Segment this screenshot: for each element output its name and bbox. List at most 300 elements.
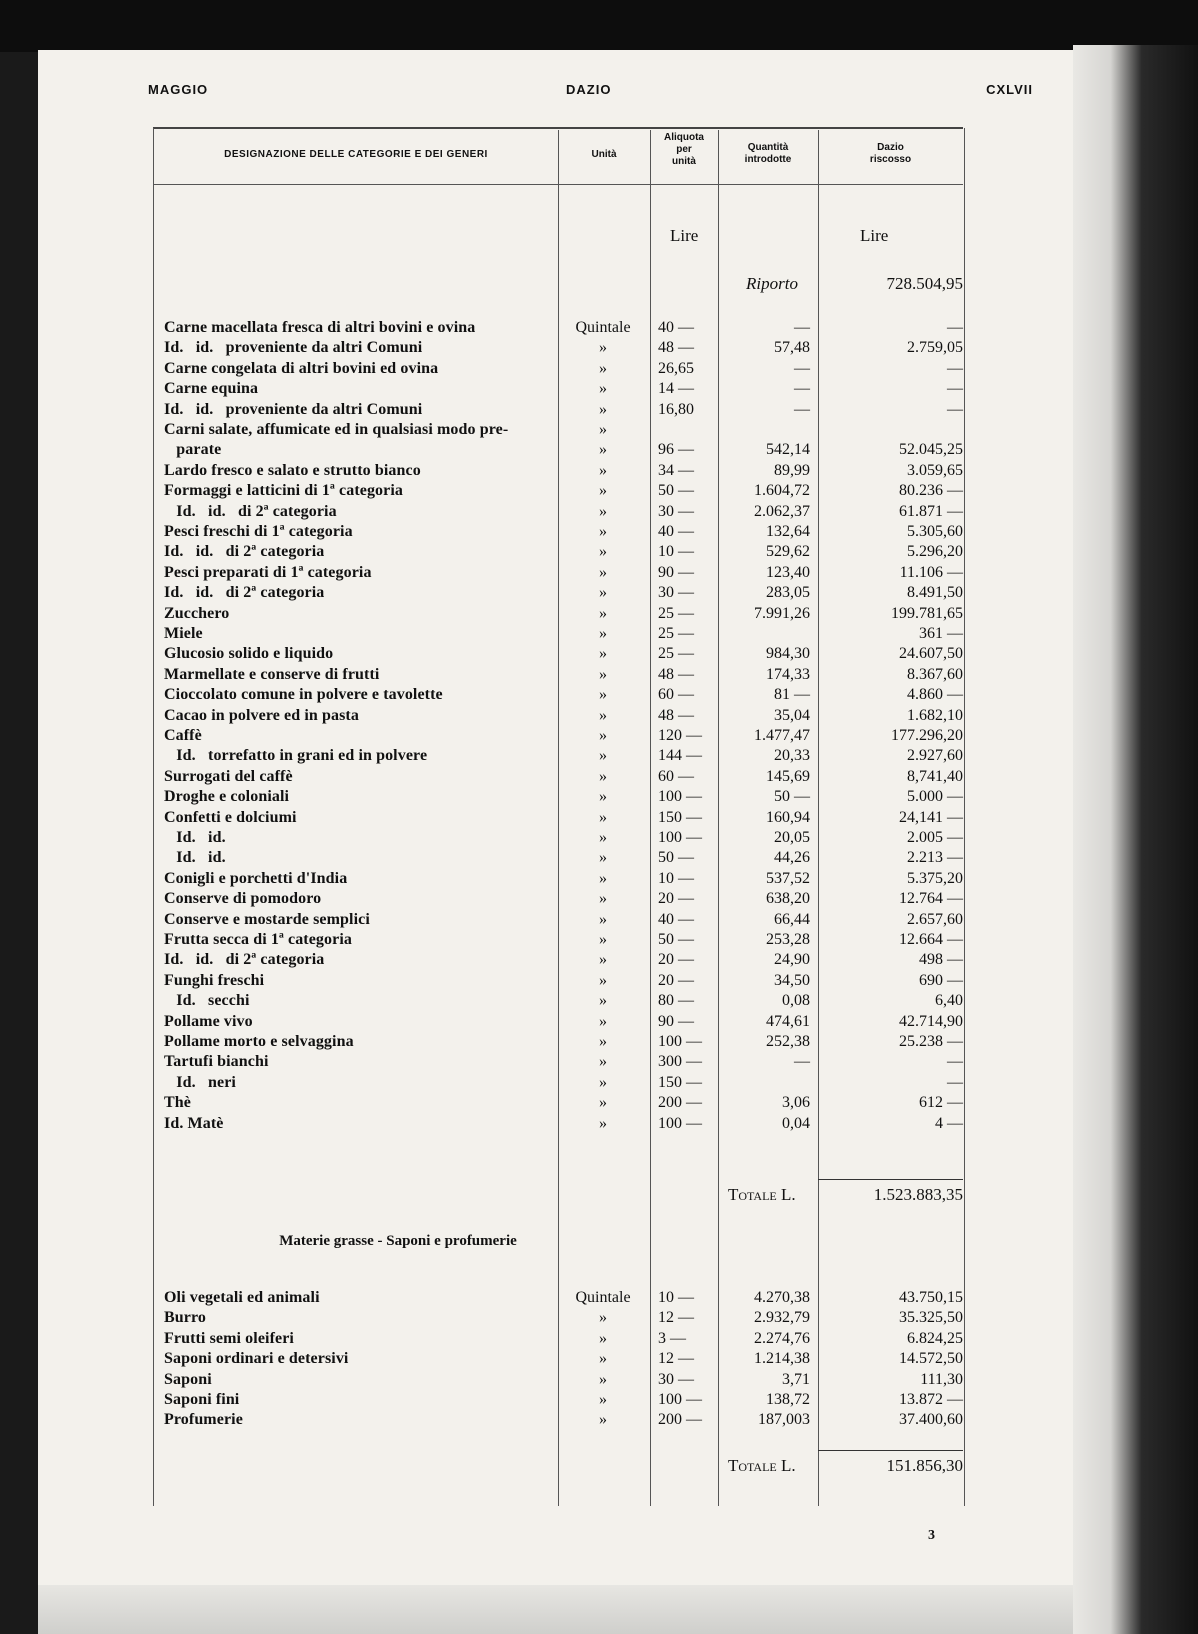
table-row [38, 502, 1073, 522]
row-name: Funghi freschi [164, 971, 265, 989]
row-unit: » [599, 1329, 607, 1347]
row-aliquota: 30 — [658, 584, 694, 602]
total-value: 1.523.883,35 [873, 1185, 963, 1204]
row-name: Carne equina [164, 380, 259, 398]
column-header-dazio [818, 142, 963, 166]
table-row [38, 1329, 1073, 1349]
table-row [38, 359, 1073, 379]
row-unit: » [599, 788, 607, 806]
row-dazio: 37.400,60 [899, 1411, 963, 1429]
row-aliquota: 60 — [658, 767, 694, 785]
row-dazio: — [947, 1053, 963, 1071]
quantity-line: introdotte [744, 154, 792, 165]
table-row [38, 338, 1073, 358]
row-name: Frutta secca di 1ª categoria [164, 931, 352, 948]
row-dazio: 5.296,20 [907, 543, 963, 561]
document-page [38, 50, 1073, 1585]
column-header-aliquota [650, 132, 718, 168]
row-unit: » [599, 421, 607, 438]
row-dazio: 111,30 [920, 1370, 963, 1388]
row-aliquota: 90 — [658, 1012, 694, 1030]
column-header-quantity [718, 142, 818, 166]
table-row [38, 991, 1073, 1011]
table-row [38, 440, 1073, 460]
row-name: Id. id. di 2ª categoria [164, 584, 325, 602]
scan-border-top [0, 0, 1198, 52]
row-dazio: 24,141 — [899, 808, 963, 826]
row-dazio: — [947, 400, 963, 418]
table-row [38, 604, 1073, 624]
row-aliquota: 10 — [658, 1289, 694, 1306]
total-label: Totale L. [728, 1185, 796, 1204]
table-row [38, 400, 1073, 420]
row-name: Profumerie [164, 1411, 243, 1429]
row-aliquota: 48 — [658, 706, 694, 724]
row-dazio: 13.872 — [899, 1391, 963, 1408]
row-name: Burro [164, 1309, 206, 1327]
row-unit: » [599, 1370, 607, 1388]
row-quantity: 1.214,38 [754, 1350, 810, 1368]
row-name: Droghe e coloniali [164, 788, 290, 806]
aliquota-line: unità [672, 156, 696, 167]
table-row [38, 767, 1073, 787]
table-row [38, 1390, 1073, 1410]
row-aliquota: 48 — [658, 339, 694, 357]
row-aliquota: 25 — [658, 645, 694, 663]
row-dazio: 612 — [919, 1094, 963, 1112]
section-total-value: 151.856,30 [886, 1456, 963, 1475]
row-dazio: 6,40 [935, 992, 963, 1010]
row-aliquota: 20 — [658, 971, 694, 989]
row-aliquota: 150 — [658, 1073, 702, 1091]
page-mark: 3 [928, 1528, 935, 1543]
row-name: Carni salate, affumicate ed in qualsiasi modo pre- [164, 421, 509, 438]
row-dazio: 8,741,40 [907, 767, 963, 785]
row-quantity: 132,64 [766, 523, 810, 540]
row-name: Id. id. [164, 849, 226, 867]
row-quantity: 3,71 [782, 1370, 810, 1388]
row-name: Miele [164, 625, 203, 642]
row-unit: » [599, 1411, 607, 1429]
row-quantity: 187,003 [758, 1411, 810, 1429]
row-unit: » [599, 890, 607, 908]
row-unit: » [599, 1012, 607, 1030]
table-row [38, 563, 1073, 583]
row-name: Id. id. [164, 829, 226, 846]
column-header-unit: Unità [591, 149, 617, 160]
row-dazio: 690 — [919, 971, 963, 989]
row-aliquota: 200 — [658, 1094, 702, 1112]
row-quantity: 474,61 [766, 1012, 810, 1030]
row-dazio: — [947, 380, 963, 398]
row-name: Id. torrefatto in grani ed in polvere [164, 747, 428, 765]
row-name: Id. secchi [164, 992, 250, 1010]
row-dazio: 4 — [935, 1114, 963, 1132]
table-row [38, 685, 1073, 705]
row-aliquota: 144 — [658, 747, 702, 765]
row-aliquota: 12 — [658, 1350, 694, 1368]
row-aliquota: 10 — [658, 869, 694, 887]
row-unit: » [599, 992, 607, 1010]
row-quantity: — [794, 1053, 810, 1071]
header-month: MAGGIO [148, 82, 209, 97]
riporto-label: Riporto [746, 274, 798, 293]
table-row [38, 1093, 1073, 1113]
row-quantity: — [794, 359, 810, 377]
row-unit: » [599, 584, 607, 602]
row-quantity: 984,30 [766, 645, 810, 663]
row-aliquota: 50 — [658, 482, 694, 500]
row-dazio: 12.764 — [899, 890, 963, 908]
row-name: Saponi [164, 1370, 212, 1388]
row-quantity: 174,33 [766, 665, 810, 683]
row-name: Cioccolato comune in polvere e tavolette [164, 686, 443, 704]
riporto-value: 728.504,95 [886, 274, 963, 293]
table-row [38, 1410, 1073, 1430]
row-aliquota: 120 — [658, 727, 702, 744]
row-unit: » [599, 665, 607, 683]
table-row [38, 644, 1073, 664]
section-total-label: Totale L. [728, 1456, 796, 1475]
row-aliquota: 40 — [658, 319, 694, 336]
row-name: Lardo fresco e salato e strutto bianco [164, 461, 421, 479]
row-dazio: 25.238 — [899, 1033, 963, 1050]
table-row [38, 542, 1073, 562]
row-quantity: 0,04 [782, 1114, 810, 1132]
aliquota-line: Aliquota [664, 132, 704, 143]
row-name: Id. id. proveniente da altri Comuni [164, 400, 423, 418]
table-row [38, 522, 1073, 542]
row-dazio: 3.059,65 [907, 461, 963, 479]
row-quantity: 1.604,72 [754, 482, 810, 500]
table-row [38, 481, 1073, 501]
total-rule [818, 1179, 963, 1180]
row-dazio: 5.375,20 [907, 869, 963, 887]
row-dazio: 1.682,10 [907, 706, 963, 724]
row-name: Pollame vivo [164, 1012, 253, 1030]
row-aliquota: 25 — [658, 604, 694, 622]
row-aliquota: 50 — [658, 849, 694, 867]
row-quantity: 35,04 [774, 706, 810, 724]
row-aliquota: 12 — [658, 1309, 694, 1327]
header-page-number: CXLVII [986, 82, 1033, 97]
row-aliquota: 60 — [658, 686, 694, 704]
row-name: Pesci freschi di 1ª categoria [164, 523, 353, 540]
row-name: Frutti semi oleiferi [164, 1329, 294, 1347]
row-unit: Quintale [575, 319, 631, 336]
row-aliquota: 40 — [658, 910, 694, 928]
row-aliquota: 26,65 [658, 359, 694, 377]
row-quantity: 253,28 [766, 931, 810, 948]
table-row [38, 420, 1073, 440]
row-dazio: 5.000 — [907, 788, 963, 806]
row-dazio: — [947, 359, 963, 377]
currency-label-dazio: Lire [860, 226, 889, 245]
table-row [38, 950, 1073, 970]
row-quantity: 529,62 [766, 543, 810, 561]
row-name: Id. id. di 2ª categoria [164, 951, 325, 969]
row-quantity: 57,48 [774, 339, 810, 357]
table-row [38, 665, 1073, 685]
row-quantity: 138,72 [766, 1391, 810, 1408]
row-aliquota: 90 — [658, 563, 694, 581]
row-quantity: 2.932,79 [754, 1309, 810, 1327]
quantity-line: Quantità [747, 142, 789, 153]
table-row [38, 1114, 1073, 1134]
row-unit: » [599, 686, 607, 704]
table-row [38, 1073, 1073, 1093]
currency-label-aliquota: Lire [670, 226, 699, 245]
row-dazio: 35.325,50 [899, 1309, 963, 1327]
row-unit: » [599, 1350, 607, 1368]
row-unit: » [599, 706, 607, 724]
row-aliquota: 25 — [658, 625, 694, 642]
row-quantity: 3,06 [782, 1094, 810, 1112]
row-unit: » [599, 869, 607, 887]
row-unit: Quintale [575, 1289, 631, 1306]
table-row [38, 848, 1073, 868]
row-unit: » [599, 1114, 607, 1132]
row-aliquota: 100 — [658, 1391, 702, 1408]
row-aliquota: 30 — [658, 1370, 694, 1388]
table-row [38, 1349, 1073, 1369]
table-row [38, 971, 1073, 991]
column-header-name: DESIGNAZIONE DELLE CATEGORIE E DEI GENERI [224, 149, 488, 160]
row-quantity: 145,69 [766, 767, 810, 785]
row-dazio: 8.491,50 [907, 584, 963, 602]
row-unit: » [599, 645, 607, 663]
table-row [38, 1288, 1073, 1308]
row-unit: » [599, 1073, 607, 1091]
row-name: Glucosio solido e liquido [164, 645, 334, 663]
row-unit: » [599, 1391, 607, 1408]
row-aliquota: 200 — [658, 1411, 702, 1429]
row-quantity: 160,94 [766, 808, 810, 826]
row-name: Thè [164, 1094, 191, 1112]
table-row [38, 828, 1073, 848]
scan-border-right [1073, 45, 1198, 1634]
table-row [38, 808, 1073, 828]
table-row [38, 787, 1073, 807]
row-aliquota: 150 — [658, 808, 702, 826]
row-aliquota: 100 — [658, 829, 702, 846]
row-unit: » [599, 625, 607, 642]
row-aliquota: 80 — [658, 992, 694, 1010]
row-name: Surrogati del caffè [164, 767, 293, 785]
row-name: Id. id. di 2ª categoria [164, 502, 337, 520]
row-dazio: 2.005 — [907, 829, 963, 846]
table-row [38, 1052, 1073, 1072]
table-row [38, 889, 1073, 909]
table-row [38, 706, 1073, 726]
row-unit: » [599, 380, 607, 398]
aliquota-line: per [676, 144, 692, 155]
row-name: Id. neri [164, 1073, 236, 1091]
row-name: Marmellate e conserve di frutti [164, 665, 380, 683]
row-name: Carne congelata di altri bovini ed ovina [164, 359, 439, 377]
row-unit: » [599, 461, 607, 479]
row-name: Id. id. proveniente da altri Comuni [164, 339, 423, 357]
row-unit: » [599, 1053, 607, 1071]
table-row [38, 1308, 1073, 1328]
row-unit: » [599, 849, 607, 867]
row-quantity: 34,50 [774, 971, 810, 989]
row-dazio: — [947, 319, 963, 336]
row-name: Oli vegetali ed animali [164, 1289, 320, 1306]
row-name: Conserve di pomodoro [164, 890, 322, 908]
table-row [38, 1370, 1073, 1390]
row-quantity: 542,14 [766, 441, 810, 459]
row-dazio: 24.607,50 [899, 645, 963, 663]
row-name: Pesci preparati di 1ª categoria [164, 563, 372, 581]
row-unit: » [599, 1033, 607, 1050]
row-name: Conigli e porchetti d'India [164, 869, 348, 887]
row-name: Saponi fini [164, 1391, 240, 1408]
row-unit: » [599, 971, 607, 989]
table-row [38, 583, 1073, 603]
row-name: Tartufi bianchi [164, 1053, 269, 1071]
row-aliquota: 100 — [658, 1114, 702, 1132]
row-name: parate [164, 441, 222, 459]
row-quantity: 44,26 [774, 849, 810, 867]
row-name: Saponi ordinari e detersivi [164, 1350, 349, 1368]
row-dazio: 14.572,50 [899, 1350, 963, 1368]
row-dazio: — [947, 1073, 963, 1091]
row-unit: » [599, 727, 607, 744]
row-quantity: 50 — [774, 788, 810, 806]
row-name: Formaggi e latticini di 1ª categoria [164, 482, 404, 500]
row-dazio: 2.657,60 [907, 910, 963, 928]
row-unit: » [599, 951, 607, 969]
row-quantity: 4.270,38 [754, 1289, 810, 1306]
row-unit: » [599, 808, 607, 826]
row-dazio: 498 — [919, 951, 963, 969]
row-quantity: 252,38 [766, 1033, 810, 1050]
row-quantity: 123,40 [766, 563, 810, 581]
row-aliquota: 40 — [658, 523, 694, 540]
row-aliquota: 34 — [658, 461, 694, 479]
row-name: Id. Matè [164, 1114, 224, 1132]
row-name: Conserve e mostarde semplici [164, 910, 370, 928]
row-name: Carne macellata fresca di altri bovini e ovina [164, 319, 476, 336]
row-quantity: — [794, 319, 810, 336]
table-row [38, 318, 1073, 338]
row-dazio: 2.927,60 [907, 747, 963, 765]
row-unit: » [599, 502, 607, 520]
table-row [38, 379, 1073, 399]
row-quantity: 537,52 [766, 869, 810, 887]
row-aliquota: 30 — [658, 502, 694, 520]
row-unit: » [599, 747, 607, 765]
row-dazio: 11.106 — [899, 563, 963, 581]
dazio-line: riscosso [869, 154, 912, 165]
row-dazio: 43.750,15 [899, 1289, 963, 1306]
row-quantity: 1.477,47 [754, 727, 810, 744]
table-row [38, 1012, 1073, 1032]
table-row [38, 869, 1073, 889]
row-dazio: 42.714,90 [899, 1012, 963, 1030]
row-dazio: 2.213 — [907, 849, 963, 867]
row-dazio: 5.305,60 [907, 523, 963, 540]
total-rule [818, 1450, 963, 1451]
table-row [38, 746, 1073, 766]
row-dazio: 80.236 — [899, 482, 963, 500]
scan-border-bottom [38, 1585, 1073, 1634]
row-aliquota: 14 — [658, 380, 694, 398]
row-name: Pollame morto e selvaggina [164, 1033, 354, 1050]
row-aliquota: 100 — [658, 788, 702, 806]
row-name: Zucchero [164, 604, 230, 622]
row-quantity: 20,33 [774, 747, 810, 765]
row-dazio: 4.860 — [907, 686, 963, 704]
row-quantity: 7.991,26 [754, 604, 810, 622]
row-unit: » [599, 543, 607, 561]
row-quantity: — [794, 380, 810, 398]
row-quantity: 89,99 [774, 461, 810, 479]
row-dazio: 8.367,60 [907, 665, 963, 683]
row-name: Id. id. di 2ª categoria [164, 543, 325, 561]
row-unit: » [599, 359, 607, 377]
row-dazio: 61.871 — [899, 502, 963, 520]
row-quantity: 81 — [774, 686, 810, 704]
row-dazio: 361 — [919, 625, 963, 642]
table-row [38, 930, 1073, 950]
row-unit: » [599, 523, 607, 540]
row-aliquota: 20 — [658, 951, 694, 969]
table-row [38, 726, 1073, 746]
header-title: DAZIO [566, 82, 612, 97]
row-quantity: 0,08 [782, 992, 810, 1010]
row-unit: » [599, 1094, 607, 1112]
row-unit: » [599, 604, 607, 622]
row-name: Confetti e dolciumi [164, 808, 297, 826]
row-quantity: 66,44 [774, 910, 810, 928]
dazio-line: Dazio [877, 142, 904, 153]
row-unit: » [599, 931, 607, 948]
row-unit: » [599, 339, 607, 357]
row-aliquota: 3 — [658, 1329, 686, 1347]
row-unit: » [599, 829, 607, 846]
row-quantity: 20,05 [774, 829, 810, 846]
row-unit: » [599, 400, 607, 418]
row-unit: » [599, 441, 607, 459]
row-name: Caffè [164, 727, 202, 744]
table-row [38, 1032, 1073, 1052]
section-title: Materie grasse - Saponi e profumerie [279, 1233, 517, 1249]
row-dazio: 2.759,05 [907, 339, 963, 357]
table-row [38, 910, 1073, 930]
row-aliquota: 96 — [658, 441, 694, 459]
row-unit: » [599, 482, 607, 500]
row-aliquota: 16,80 [658, 400, 694, 418]
row-aliquota: 20 — [658, 890, 694, 908]
row-quantity: 283,05 [766, 584, 810, 602]
row-dazio: 12.664 — [899, 931, 963, 948]
row-dazio: 6.824,25 [907, 1329, 963, 1347]
row-name: Cacao in polvere ed in pasta [164, 706, 359, 724]
row-unit: » [599, 910, 607, 928]
row-aliquota: 50 — [658, 931, 694, 948]
row-unit: » [599, 1309, 607, 1327]
row-dazio: 52.045,25 [899, 441, 963, 459]
row-aliquota: 300 — [658, 1053, 702, 1071]
row-quantity: — [794, 400, 810, 418]
row-aliquota: 100 — [658, 1033, 702, 1050]
row-dazio: 199.781,65 [891, 604, 963, 622]
row-aliquota: 48 — [658, 665, 694, 683]
row-quantity: 2.062,37 [754, 502, 810, 520]
row-dazio: 177.296,20 [891, 727, 963, 744]
